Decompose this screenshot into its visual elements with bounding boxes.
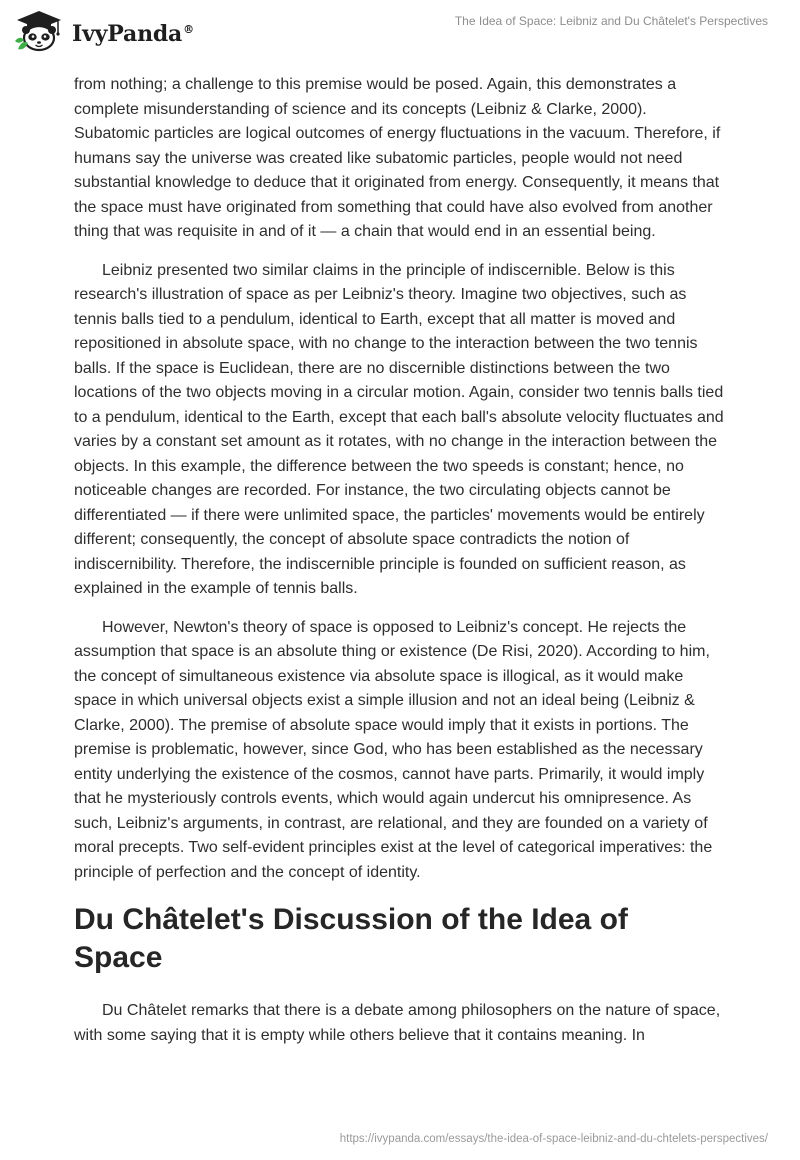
footer-url[interactable]: https://ivypanda.com/essays/the-idea-of-space-leibniz-and-du-chtelets-perspectives/ xyxy=(339,1133,768,1145)
section-heading: Du Châtelet's Discussion of the Idea of Space xyxy=(74,903,628,974)
document-title: The Idea of Space: Leibniz and Du Châtelet's Perspectives xyxy=(454,14,768,28)
page-header xyxy=(0,0,800,70)
paragraph-du-chatelet: Du Châtelet remarks that there is a debate among philosophers on the nature of space, with some saying that it is empty while others believe that it contains meaning. In xyxy=(74,1002,721,1044)
panda-mascot-icon xyxy=(14,9,64,53)
paragraph-indiscernible: Leibniz presented two similar claims in the principle of indiscernible. Below is this research's illustration of space as per Leibniz's theory. Imagine two objectives, such as tennis balls tied to a pendulum, identical to Earth, except that all matter is moved and repositioned in absolute space, with no change to the interaction between the two tennis balls. If the space is Euclidean, there are no discernible distinctions between the two locations of the two objects moving in a circular motion. Again, consider two tennis balls tied to a pendulum, identical to the Earth, except that each ball's absolute velocity fluctuates and varies by a constant set amount as it rotates, with no change in the interaction between the objects. In this example, the difference between the two speeds is constant; hence, no noticeable changes are recorded. For instance, the two circulating objects cannot be differentiated — if there were unlimited space, the particles' movements would be entirely different; consequently, the concept of absolute space contradicts the notion of indiscernibility. Therefore, the indiscernible principle is founded on sufficient reason, as explained in the example of tennis balls. xyxy=(74,261,724,597)
ivypanda-logo[interactable] xyxy=(14,9,194,53)
essay-body xyxy=(74,73,724,1062)
brand-name: IvyPanda® xyxy=(72,21,194,47)
paragraph-continued: from nothing; a challenge to this premise would be posed. Again, this demonstrates a complete misunderstanding of science and its concepts (Leibniz & Clarke, 2000). Subatomic particles are logical outcomes of energy fluctuations in the vacuum. Therefore, if humans say the universe was created like subatomic particles, people would not need substantial knowledge to deduce that it originated from energy. Consequently, it means that the space must have originated from something that could have also evolved from another thing that was requisite in and of it — a chain that would end in an essential being. xyxy=(74,76,721,240)
paragraph-newton: However, Newton's theory of space is opposed to Leibniz's concept. He rejects the assumption that space is an absolute thing or existence (De Risi, 2020). According to him, the concept of simultaneous existence via absolute space is illogical, as it would make space in which universal objects exist a simple illusion and not an ideal being (Leibniz & Clarke, 2000). The premise of absolute space would imply that it exists in portions. The premise is problematic, however, since God, who has been established as the necessary entity underlying the existence of the cosmos, cannot have parts. Primarily, it would imply that he mysteriously controls events, which would again undercut his omnipresence. As such, Leibniz's arguments, in contrast, are relational, and they are founded on a variety of moral precepts. Two self-evident principles exist at the level of categorical imperatives: the principle of perfection and the concept of identity. xyxy=(74,618,713,881)
